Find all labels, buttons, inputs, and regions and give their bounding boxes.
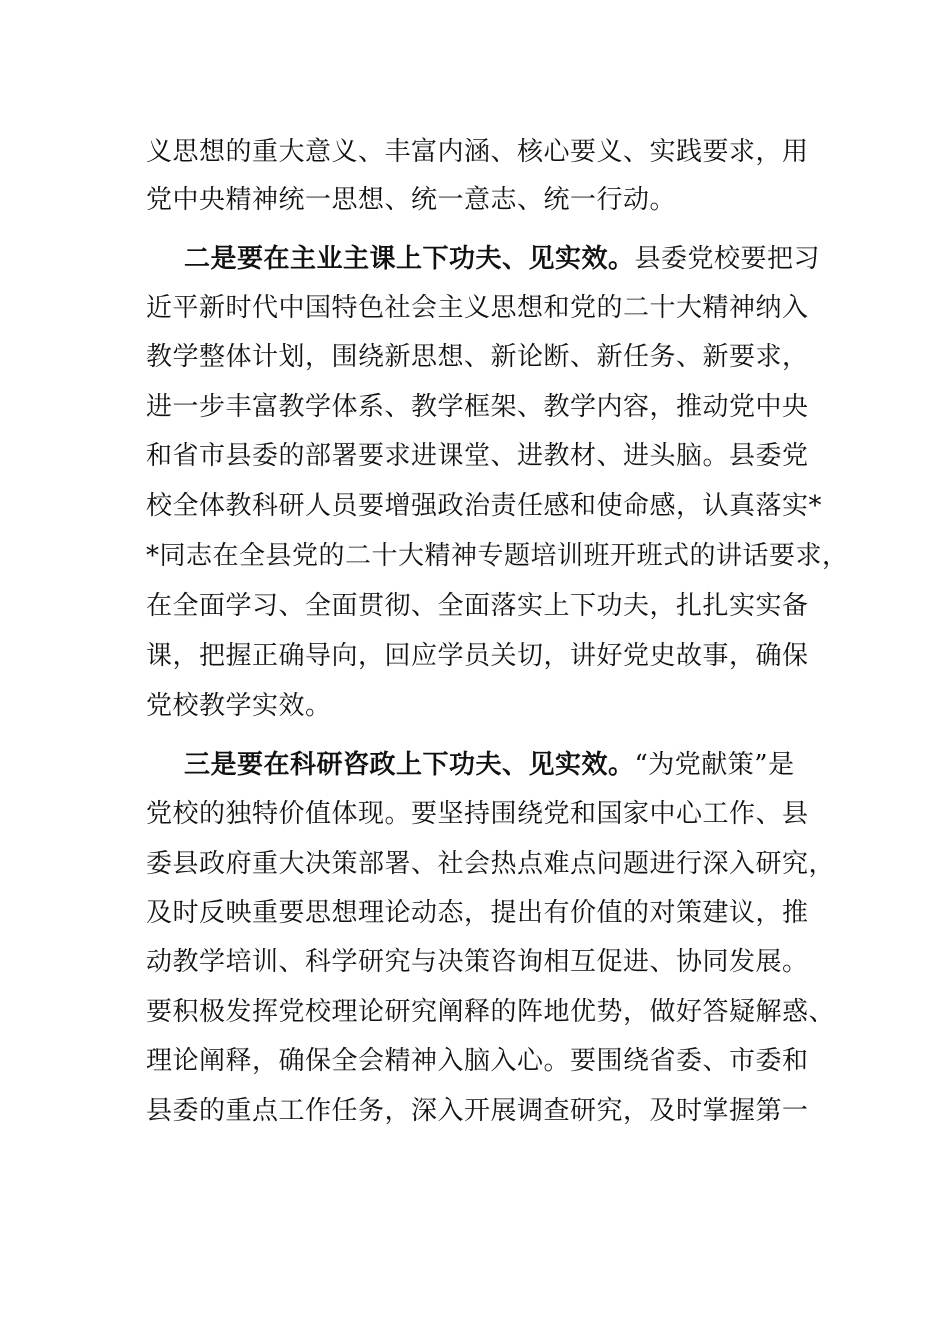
paragraph-2-line-3: 教学整体计划，围绕新思想、新论断、新任务、新要求， [146,342,809,372]
paragraph-3-line-1-rest: “为党献策”是 [634,750,795,780]
paragraph-3-line-2: 党校的独特价值体现。要坚持围绕党和国家中心工作、县 [146,799,809,829]
paragraph-2-line-1-rest: 县委党校要把习 [634,244,821,274]
paragraph-3-line-8: 县委的重点工作任务，深入开展调查研究，及时掌握第一 [146,1096,809,1126]
paragraph-1-line-2: 党中央精神统一思想、统一意志、统一行动。 [146,185,677,215]
paragraph-3-line-1 [184,750,795,780]
paragraph-2-line-7: *同志在全县党的二十大精神专题培训班开班式的讲话要求， [146,541,849,571]
paragraph-2-line-5: 和省市县委的部署要求进课堂、进教材、进头脑。县委党 [146,441,809,471]
paragraph-2-line-10: 党校教学实效。 [146,691,332,721]
paragraph-2-heading: 二是要在主业主课上下功夫、见实效。 [184,244,635,274]
paragraph-1-line-1: 义思想的重大意义、丰富内涵、核心要义、实践要求，用 [146,137,809,167]
paragraph-2-line-1 [184,244,820,274]
paragraph-3-line-6: 要积极发挥党校理论研究阐释的阵地优势，做好答疑解惑、 [146,997,836,1027]
paragraph-2-line-6: 校全体教科研人员要增强政治责任感和使命感，认真落实* [146,491,823,521]
paragraph-3-line-4: 及时反映重要思想理论动态，提出有价值的对策建议，推 [146,898,809,928]
paragraph-3-line-7: 理论阐释，确保全会精神入脑入心。要围绕省委、市委和 [146,1046,809,1076]
paragraph-2-line-9: 课，把握正确导向，回应学员关切，讲好党史故事，确保 [146,641,809,671]
paragraph-2-line-4: 进一步丰富教学体系、教学框架、教学内容，推动党中央 [146,392,809,422]
paragraph-2-line-8: 在全面学习、全面贯彻、全面落实上下功夫，扎扎实实备 [146,591,809,621]
paragraph-3-line-5: 动教学培训、科学研究与决策咨询相互促进、协同发展。 [146,947,809,977]
paragraph-3-line-3: 委县政府重大决策部署、社会热点难点问题进行深入研究， [146,849,836,879]
paragraph-3-heading: 三是要在科研咨政上下功夫、见实效。 [184,750,635,780]
paragraph-2-line-2: 近平新时代中国特色社会主义思想和党的二十大精神纳入 [146,293,809,323]
